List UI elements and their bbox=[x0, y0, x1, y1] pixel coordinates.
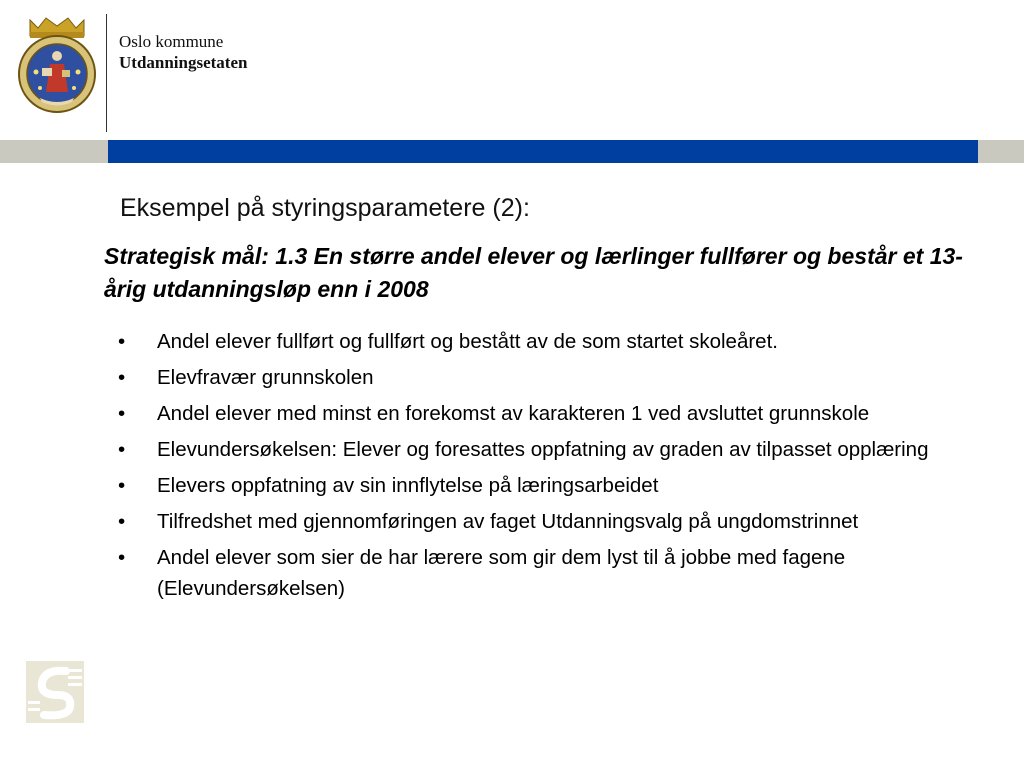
list-item-text: Elevundersøkelsen: Elever og foresattes oppfatning av graden av tilpasset opplæring bbox=[157, 438, 929, 461]
list-item-text: Elevers oppfatning av sin innflytelse på læringsarbeidet bbox=[157, 474, 659, 497]
list-item-text: Andel elever som sier de har lærere som gir dem lyst til å jobbe med fagene (Elevundersøkelsen) bbox=[157, 546, 846, 600]
bullet-list bbox=[118, 326, 938, 609]
logo bbox=[16, 14, 98, 114]
list-item-text: Andel elever fullført og fullført og bestått av de som startet skoleåret. bbox=[157, 330, 778, 353]
list-item-text: Tilfredshet med gjennomføringen av faget Utdanningsvalg på ungdomstrinnet bbox=[157, 510, 859, 533]
list-item bbox=[118, 362, 938, 393]
list-item bbox=[118, 542, 938, 604]
slide-subtitle: Strategisk mål: 1.3 En større andel elever og lærlinger fullfører og består et 13-årig utdanningsløp enn i 2008 bbox=[104, 243, 963, 302]
bullet-icon: • bbox=[118, 330, 126, 353]
list-item bbox=[118, 398, 938, 429]
bullet-icon: • bbox=[118, 366, 126, 389]
list-item-text: Elevfravær grunnskolen bbox=[157, 366, 374, 389]
list-item bbox=[118, 506, 938, 537]
bullet-icon: • bbox=[118, 510, 126, 533]
list-item bbox=[118, 434, 938, 465]
header-divider bbox=[106, 14, 107, 132]
slide-title: Eksempel på styringsparametere (2): bbox=[120, 194, 530, 222]
bullet-icon: • bbox=[118, 438, 126, 461]
org-name bbox=[119, 31, 247, 73]
oslo-coat-of-arms-icon bbox=[16, 14, 98, 114]
bullet-icon: • bbox=[118, 546, 126, 569]
list-item bbox=[118, 326, 938, 357]
oslo-city-emblem-icon bbox=[26, 661, 84, 723]
org-name-line1: Oslo kommune bbox=[119, 32, 224, 51]
header-bar-blue bbox=[108, 140, 978, 163]
org-name-line2: Utdanningsetaten bbox=[119, 53, 248, 72]
bullet-icon: • bbox=[118, 402, 126, 425]
list-item-text: Andel elever med minst en forekomst av karakteren 1 ved avsluttet grunnskole bbox=[157, 402, 870, 425]
list-item bbox=[118, 470, 938, 501]
footer-emblem bbox=[26, 661, 84, 723]
bullet-icon: • bbox=[118, 474, 126, 497]
